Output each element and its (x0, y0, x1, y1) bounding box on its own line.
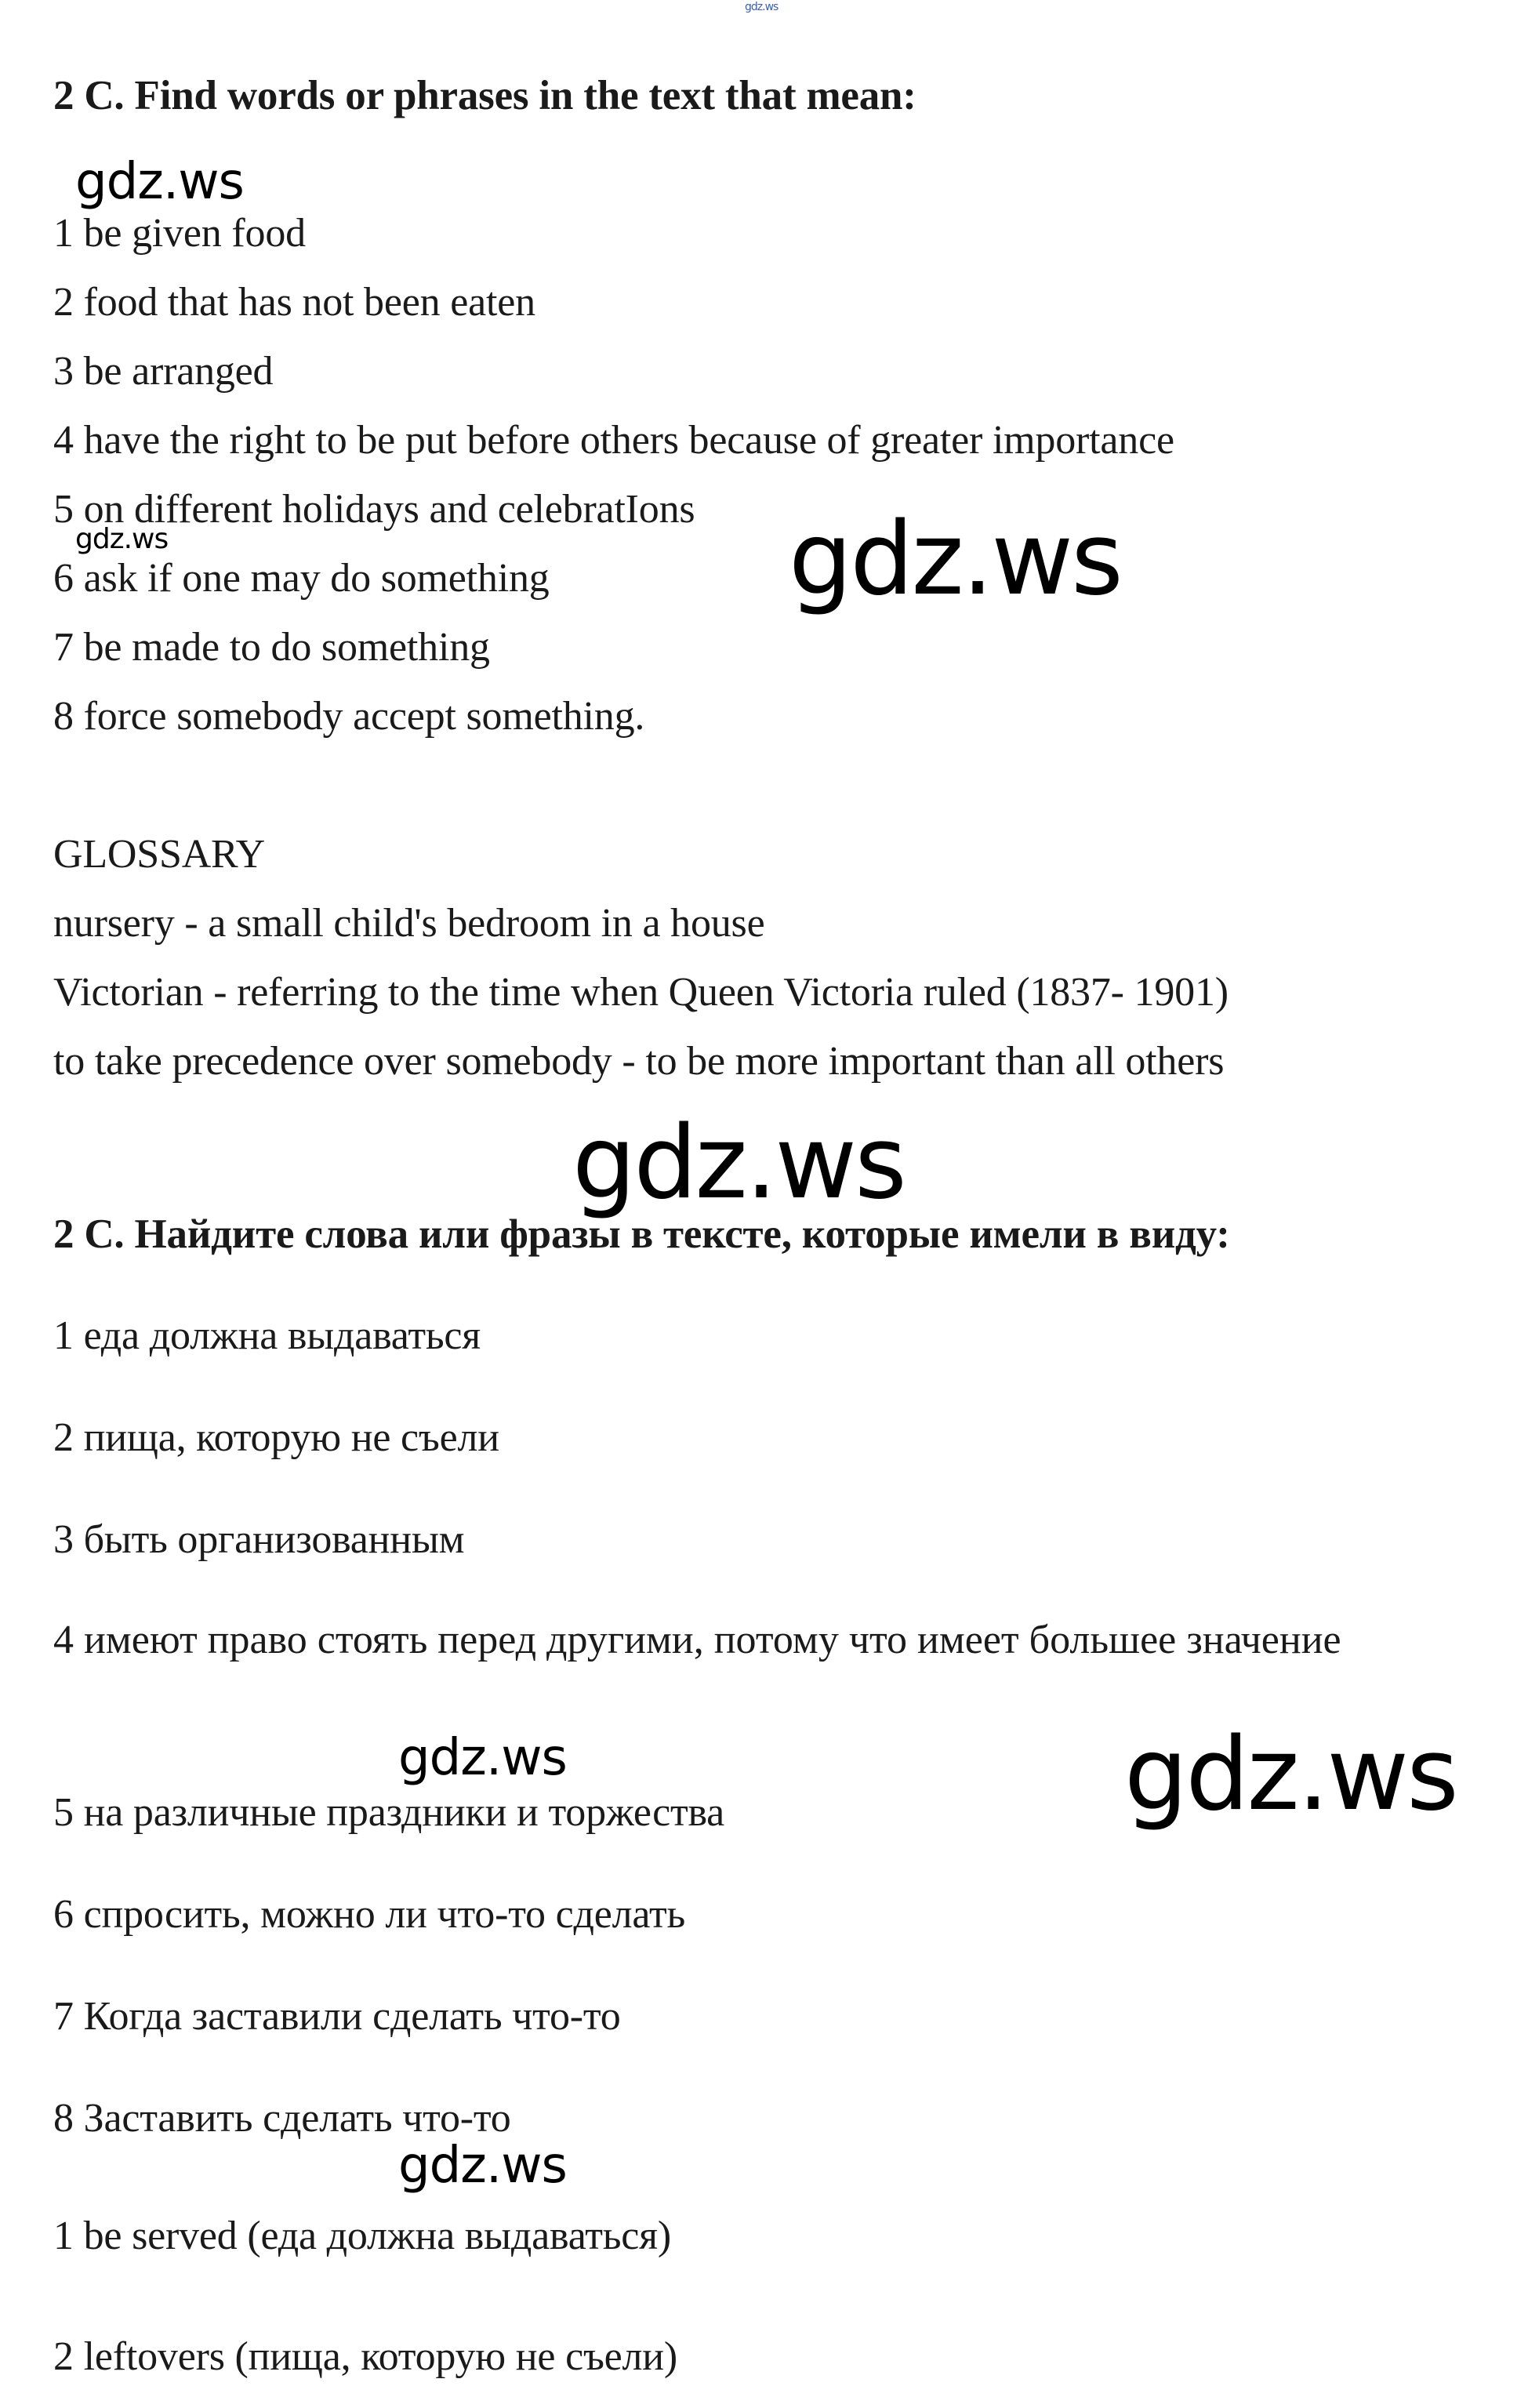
watermark: gdz.ws (398, 2137, 567, 2195)
english-item-6: 6 ask if one may do something (53, 556, 550, 601)
watermark: gdz.ws (75, 523, 169, 555)
russian-item-8: 8 Заставить сделать что-то (53, 2096, 511, 2141)
english-item-2: 2 food that has not been eaten (53, 280, 535, 325)
russian-item-2: 2 пища, которую не съели (53, 1415, 499, 1460)
glossary-entry-nursery: nursery - a small child's bedroom in a house (53, 901, 765, 946)
english-heading: 2 C. Find words or phrases in the text that mean: (53, 73, 916, 118)
russian-item-1: 1 еда должна выдаваться (53, 1313, 481, 1358)
english-item-4: 4 have the right to be put before others because of greater importance (53, 418, 1174, 463)
russian-heading: 2 С. Найдите слова или фразы в тексте, которые имели в виду: (53, 1211, 1230, 1257)
watermark: gdz.ws (75, 153, 244, 211)
answer-1: 1 be served (еда должна выдаваться) (53, 2214, 671, 2258)
russian-item-4: 4 имеют право стоять перед другими, потому что имеет большее значение (53, 1618, 1341, 1662)
watermark: gdz.ws (398, 1729, 567, 1787)
answer-2: 2 leftovers (пища, которую не съели) (53, 2334, 678, 2379)
english-item-3: 3 be arranged (53, 349, 274, 394)
glossary-title: GLOSSARY (53, 832, 266, 877)
watermark-top: gdz.ws (745, 1, 779, 13)
watermark: gdz.ws (789, 501, 1121, 618)
russian-item-6: 6 спросить, можно ли что-то сделать (53, 1892, 685, 1937)
watermark: gdz.ws (572, 1105, 905, 1222)
glossary-entry-victorian: Victorian - referring to the time when Queen Victoria ruled (1837- 1901) (53, 970, 1229, 1015)
russian-item-3: 3 быть организованным (53, 1517, 465, 1562)
russian-item-7: 7 Когда заставили сделать что-то (53, 1994, 621, 2039)
english-item-8: 8 force somebody accept something. (53, 694, 645, 739)
english-item-5: 5 on different holidays and celebratIons (53, 487, 695, 532)
glossary-entry-precedence: to take precedence over somebody - to be more important than all others (53, 1039, 1225, 1084)
russian-item-5: 5 на различные праздники и торжества (53, 1790, 725, 1835)
watermark: gdz.ws (1124, 1716, 1457, 1833)
english-item-1: 1 be given food (53, 211, 306, 256)
english-item-7: 7 be made to do something (53, 625, 490, 670)
